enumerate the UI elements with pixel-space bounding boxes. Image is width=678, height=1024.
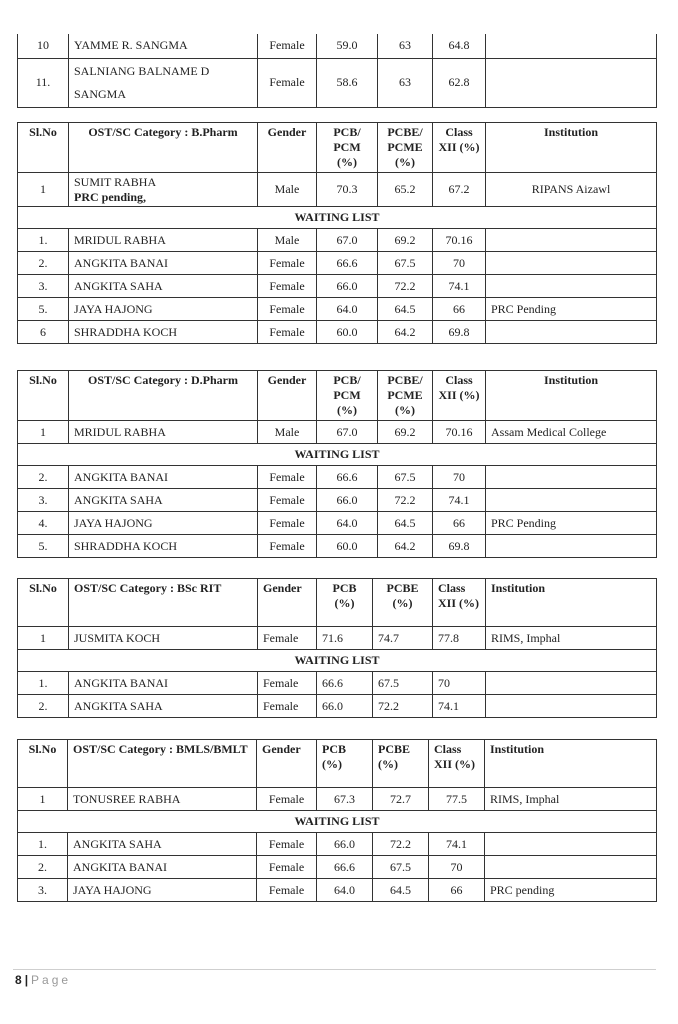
sl-cell: 1.	[18, 833, 68, 856]
sl-cell: 3.	[18, 879, 68, 902]
table-row	[18, 879, 657, 902]
category-header: OST/SC Category : BSc RIT	[69, 579, 258, 627]
selected-row	[18, 421, 657, 444]
sl-cell: 2.	[18, 252, 69, 275]
pcb-cell: 59.0	[317, 34, 378, 58]
pcbe-cell: 64.5	[378, 298, 433, 321]
pcb-cell: 66.6	[317, 672, 373, 695]
class-xii-cell: 77.5	[429, 788, 485, 811]
pcb-cell: 58.6	[317, 58, 378, 107]
name-cell: ANGKITA BANAI	[69, 672, 258, 695]
name-cell: TONUSREE RABHA	[68, 788, 257, 811]
page-label: Page	[31, 973, 72, 987]
name-cell: JAYA HAJONG	[69, 298, 258, 321]
dpharm-table	[17, 370, 657, 558]
sl-cell: 5.	[18, 298, 69, 321]
table-row	[18, 321, 657, 344]
class-xii-header: Class XII (%)	[433, 123, 486, 173]
pcbe-cell: 72.2	[373, 833, 429, 856]
table-row	[18, 466, 657, 489]
institution-header: Institution	[486, 123, 657, 173]
pcb-cell: 64.0	[317, 298, 378, 321]
pcbe-cell: 72.7	[373, 788, 429, 811]
gender-cell: Female	[258, 252, 317, 275]
sl-header: Sl.No	[18, 371, 69, 421]
institution-header: Institution	[486, 371, 657, 421]
waiting-list-label: WAITING LIST	[18, 444, 657, 466]
pcbe-header: PCBE/ PCME (%)	[378, 123, 433, 173]
sl-cell: 11.	[18, 58, 69, 107]
institution-cell: PRC Pending	[486, 298, 657, 321]
gender-cell: Male	[258, 173, 317, 207]
sl-header: Sl.No	[18, 123, 69, 173]
waiting-list-label: WAITING LIST	[18, 207, 657, 229]
class-xii-cell: 62.8	[433, 58, 486, 107]
name-cell: ANGKITA SAHA	[69, 275, 258, 298]
sl-cell: 2.	[18, 856, 68, 879]
pcb-header: PCB/ PCM (%)	[317, 123, 378, 173]
pcbe-cell: 67.5	[373, 856, 429, 879]
table-row	[18, 856, 657, 879]
continuation-table	[17, 34, 657, 108]
gender-cell: Female	[257, 856, 317, 879]
category-header: OST/SC Category : B.Pharm	[69, 123, 258, 173]
pcb-cell: 64.0	[317, 879, 373, 902]
pcb-cell: 60.0	[317, 321, 378, 344]
institution-cell	[485, 856, 657, 879]
gender-cell: Female	[258, 512, 317, 535]
pcb-cell: 70.3	[317, 173, 378, 207]
waiting-list-row	[18, 811, 657, 833]
institution-cell: PRC Pending	[486, 512, 657, 535]
name-cell: ANGKITA SAHA	[69, 489, 258, 512]
pcb-cell: 67.0	[317, 229, 378, 252]
name-cell: JUSMITA KOCH	[69, 627, 258, 650]
institution-cell	[486, 229, 657, 252]
bpharm-table	[17, 122, 657, 344]
class-xii-cell: 74.1	[429, 833, 485, 856]
class-xii-cell: 70	[433, 672, 486, 695]
name-cell: SHRADDHA KOCH	[69, 321, 258, 344]
bsc-rit-table	[17, 578, 657, 718]
waiting-list-row	[18, 207, 657, 229]
table-row	[18, 833, 657, 856]
pcbe-cell: 64.2	[378, 535, 433, 558]
name-cell: SHRADDHA KOCH	[69, 535, 258, 558]
page-number: 8	[15, 973, 22, 987]
table-row	[18, 512, 657, 535]
gender-cell: Male	[258, 421, 317, 444]
sl-header: Sl.No	[18, 740, 68, 788]
institution-cell	[486, 695, 657, 718]
name-cell: JAYA HAJONG	[69, 512, 258, 535]
gender-cell: Female	[258, 489, 317, 512]
institution-cell	[486, 34, 657, 58]
gender-cell: Female	[257, 833, 317, 856]
class-xii-cell: 77.8	[433, 627, 486, 650]
name-cell: ANGKITA BANAI	[69, 466, 258, 489]
class-xii-cell: 74.1	[433, 275, 486, 298]
name-cell: ANGKITA SAHA	[69, 695, 258, 718]
institution-header: Institution	[485, 740, 657, 788]
pcbe-header: PCBE/ PCME (%)	[378, 371, 433, 421]
name-cell: MRIDUL RABHA	[69, 421, 258, 444]
footer-divider	[13, 969, 656, 970]
selected-row	[18, 173, 657, 207]
institution-cell	[486, 672, 657, 695]
sl-cell: 6	[18, 321, 69, 344]
sl-cell: 4.	[18, 512, 69, 535]
institution-header: Institution	[486, 579, 657, 627]
institution-cell: PRC pending	[485, 879, 657, 902]
class-xii-cell: 70	[429, 856, 485, 879]
pcb-cell: 67.0	[317, 421, 378, 444]
pcbe-cell: 72.2	[373, 695, 433, 718]
sl-cell: 1	[18, 627, 69, 650]
pcbe-cell: 63	[378, 58, 433, 107]
table-row	[18, 34, 657, 58]
waiting-list-label: WAITING LIST	[18, 811, 657, 833]
pcbe-cell: 69.2	[378, 421, 433, 444]
pcb-header: PCB/ PCM (%)	[317, 371, 378, 421]
sl-cell: 1	[18, 421, 69, 444]
institution-cell: RIMS, Imphal	[486, 627, 657, 650]
class-xii-cell: 66	[433, 512, 486, 535]
pcb-header: PCB (%)	[317, 740, 373, 788]
sl-cell: 1	[18, 788, 68, 811]
header-row	[18, 371, 657, 421]
table-row	[18, 252, 657, 275]
pcb-cell: 66.6	[317, 466, 378, 489]
class-xii-cell: 66	[429, 879, 485, 902]
sl-header: Sl.No	[18, 579, 69, 627]
pcb-cell: 66.0	[317, 489, 378, 512]
name-cell: YAMME R. SANGMA	[69, 34, 258, 58]
gender-header: Gender	[258, 579, 317, 627]
pcbe-cell: 63	[378, 34, 433, 58]
institution-cell	[486, 58, 657, 107]
table-row	[18, 695, 657, 718]
class-xii-cell: 70	[433, 466, 486, 489]
pcbe-cell: 72.2	[378, 489, 433, 512]
class-xii-cell: 70	[433, 252, 486, 275]
waiting-list-label: WAITING LIST	[18, 650, 657, 672]
header-row	[18, 123, 657, 173]
name-cell	[69, 173, 258, 207]
class-xii-cell: 74.1	[433, 489, 486, 512]
gender-cell: Female	[257, 788, 317, 811]
institution-cell: Assam Medical College	[486, 421, 657, 444]
institution-cell: RIMS, Imphal	[485, 788, 657, 811]
institution-cell	[485, 833, 657, 856]
waiting-list-row	[18, 444, 657, 466]
table-row	[18, 229, 657, 252]
name-line-1: SALNIANG BALNAME D	[74, 63, 210, 78]
pcbe-cell: 64.5	[373, 879, 429, 902]
header-row	[18, 579, 657, 627]
sl-cell: 3.	[18, 275, 69, 298]
pcbe-cell: 64.2	[378, 321, 433, 344]
class-xii-header: Class XII (%)	[433, 579, 486, 627]
pcbe-cell: 67.5	[378, 252, 433, 275]
footer-separator: |	[24, 973, 29, 987]
class-xii-header: Class XII (%)	[433, 371, 486, 421]
sl-cell: 1	[18, 173, 69, 207]
class-xii-cell: 74.1	[433, 695, 486, 718]
institution-cell	[486, 535, 657, 558]
pcb-cell: 66.0	[317, 275, 378, 298]
pcb-cell: 67.3	[317, 788, 373, 811]
pcbe-cell: 69.2	[378, 229, 433, 252]
pcb-cell: 66.6	[317, 252, 378, 275]
pcb-cell: 60.0	[317, 535, 378, 558]
gender-cell: Female	[258, 275, 317, 298]
gender-cell: Female	[258, 298, 317, 321]
pcbe-header: PCBE (%)	[373, 579, 433, 627]
sl-cell: 2.	[18, 695, 69, 718]
institution-cell	[486, 321, 657, 344]
name-cell: MRIDUL RABHA	[69, 229, 258, 252]
header-row	[18, 740, 657, 788]
name-cell: ANGKITA BANAI	[68, 856, 257, 879]
name-line-2: SANGMA	[74, 86, 127, 101]
name-text: SUMIT RABHA	[74, 174, 157, 189]
waiting-list-row	[18, 650, 657, 672]
class-xii-header: Class XII (%)	[429, 740, 485, 788]
table-row	[18, 275, 657, 298]
institution-cell: RIPANS Aizawl	[486, 173, 657, 207]
pcbe-header: PCBE (%)	[373, 740, 429, 788]
institution-cell	[486, 252, 657, 275]
sl-cell: 5.	[18, 535, 69, 558]
class-xii-cell: 70.16	[433, 229, 486, 252]
name-cell: ANGKITA SAHA	[68, 833, 257, 856]
class-xii-cell: 70.16	[433, 421, 486, 444]
gender-cell: Female	[258, 535, 317, 558]
selected-row	[18, 627, 657, 650]
table-row	[18, 672, 657, 695]
sl-cell: 2.	[18, 466, 69, 489]
sl-cell: 10	[18, 34, 69, 58]
pcbe-cell: 67.5	[373, 672, 433, 695]
table-row	[18, 489, 657, 512]
sl-cell: 1.	[18, 229, 69, 252]
bmls-bmlt-table	[17, 739, 657, 902]
sl-cell: 3.	[18, 489, 69, 512]
sl-cell: 1.	[18, 672, 69, 695]
category-header: OST/SC Category : D.Pharm	[69, 371, 258, 421]
gender-header: Gender	[257, 740, 317, 788]
gender-cell: Female	[257, 879, 317, 902]
name-cell	[69, 58, 258, 107]
table-row	[18, 535, 657, 558]
gender-header: Gender	[258, 371, 317, 421]
gender-cell: Female	[258, 466, 317, 489]
gender-header: Gender	[258, 123, 317, 173]
class-xii-cell: 67.2	[433, 173, 486, 207]
table-row	[18, 298, 657, 321]
prc-note: PRC pending,	[74, 189, 147, 204]
pcb-header: PCB (%)	[317, 579, 373, 627]
pcb-cell: 64.0	[317, 512, 378, 535]
pcbe-cell: 65.2	[378, 173, 433, 207]
pcb-cell: 66.0	[317, 833, 373, 856]
gender-cell: Female	[258, 34, 317, 58]
gender-cell: Female	[258, 695, 317, 718]
institution-cell	[486, 466, 657, 489]
table-row	[18, 58, 657, 107]
pcb-cell: 66.0	[317, 695, 373, 718]
page-footer	[15, 973, 71, 987]
name-cell: JAYA HAJONG	[68, 879, 257, 902]
institution-cell	[486, 489, 657, 512]
pcbe-cell: 67.5	[378, 466, 433, 489]
category-header: OST/SC Category : BMLS/BMLT	[68, 740, 257, 788]
institution-cell	[486, 275, 657, 298]
gender-cell: Female	[258, 627, 317, 650]
pcb-cell: 71.6	[317, 627, 373, 650]
pcbe-cell: 74.7	[373, 627, 433, 650]
gender-cell: Female	[258, 321, 317, 344]
pcb-cell: 66.6	[317, 856, 373, 879]
name-cell: ANGKITA BANAI	[69, 252, 258, 275]
selected-row	[18, 788, 657, 811]
pcbe-cell: 64.5	[378, 512, 433, 535]
class-xii-cell: 66	[433, 298, 486, 321]
pcbe-cell: 72.2	[378, 275, 433, 298]
gender-cell: Female	[258, 672, 317, 695]
class-xii-cell: 69.8	[433, 535, 486, 558]
class-xii-cell: 64.8	[433, 34, 486, 58]
gender-cell: Male	[258, 229, 317, 252]
class-xii-cell: 69.8	[433, 321, 486, 344]
gender-cell: Female	[258, 58, 317, 107]
